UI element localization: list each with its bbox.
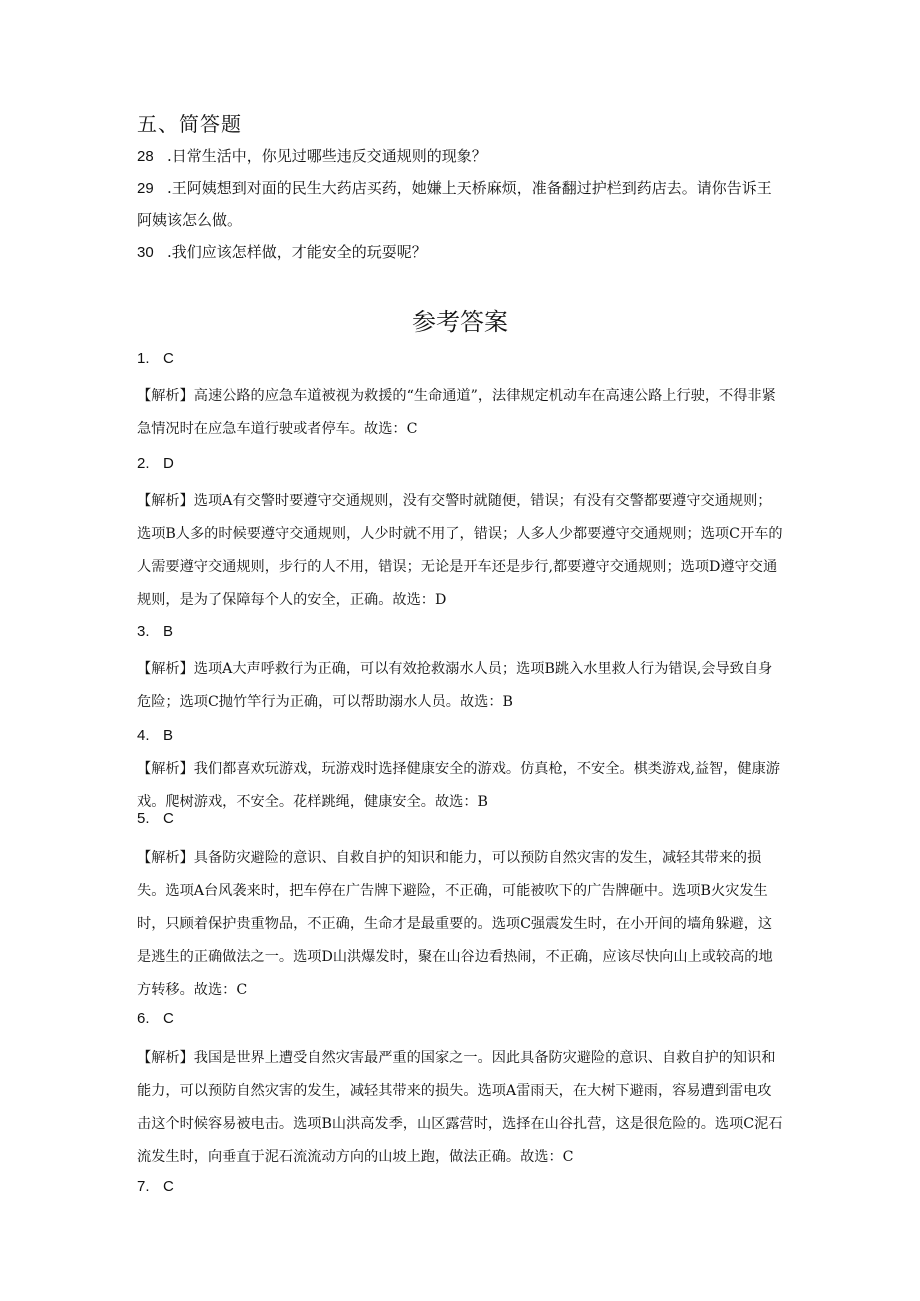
answer-5 (137, 810, 174, 827)
section-title: 五、简答题 (137, 112, 242, 136)
explanation-3: 【解析】选项A大声呼救行为正确，可以有效抢救溺水人员；选项B跳入水里救人行为错误,会导致自身危险；选项C抛竹竿行为正确，可以帮助溺水人员。故选：B (137, 661, 773, 710)
explanation-4: 【解析】我们都喜欢玩游戏，玩游戏时选择健康安全的游戏。仿真枪，不安全。棋类游戏,益智，健康游戏。爬树游戏，不安全。花样跳绳，健康安全。故选：B (137, 761, 780, 810)
answer-letter: C (163, 350, 174, 367)
answer-2 (137, 455, 174, 472)
question-text: .日常生活中，你见过哪些违反交通规则的现象？ (167, 147, 487, 165)
explanation-1: 【解析】高速公路的应急车道被视为救援的“生命通道”，法律规定机动车在高速公路上行驶，不得非紧急情况时在应急车道行驶或者停车。故选：C (137, 388, 776, 437)
answer-7 (137, 1178, 174, 1195)
answer-letter: B (163, 727, 174, 744)
answer-1 (137, 350, 174, 367)
answer-3 (137, 623, 173, 640)
answer-number: 3. (137, 623, 150, 640)
answer-number: 7. (137, 1178, 150, 1195)
answer-number: 2. (137, 455, 150, 472)
answer-letter: D (163, 455, 174, 472)
answer-number: 5. (137, 810, 150, 827)
answer-letter: B (163, 623, 174, 640)
answer-4 (137, 727, 173, 744)
answers-title: 参考答案 (412, 308, 508, 336)
question-text: .我们应该怎样做，才能安全的玩耍呢？ (167, 243, 427, 261)
question-30 (137, 236, 427, 269)
explanation-2: 【解析】选项A有交警时要遵守交通规则，没有交警时就随便，错误；有没有交警都要遵守交通规则；选项B人多的时候要遵守交通规则，人少时就不用了，错误；人多人少都要遵守交通规则；选项C开车的人需要遵守交通规则，步行的人不用，错误；无论是开车还是步行,都要遵守交通规则；选项D遵守交通规则，是为了保障每个人的安全，正确。故选：D (137, 493, 783, 608)
answer-number: 4. (137, 727, 150, 744)
answer-letter: C (163, 810, 174, 827)
question-29 (137, 172, 772, 205)
answer-letter: C (163, 1010, 174, 1027)
question-text: .王阿姨想到对面的民生大药店买药，她嫌上天桥麻烦，准备翻过护栏到药店去。请你告诉王 (167, 179, 772, 197)
question-number: 30 (137, 244, 154, 261)
answer-number: 1. (137, 350, 150, 367)
question-number: 28 (137, 148, 154, 165)
answer-number: 6. (137, 1010, 150, 1027)
answer-6 (137, 1010, 174, 1027)
question-29-continued: 阿姨该怎么做。 (137, 211, 243, 229)
explanation-6: 【解析】我国是世界上遭受自然灾害最严重的国家之一。因此具备防灾避险的意识、自救自护的知识和能力，可以预防自然灾害的发生，减轻其带来的损失。选项A雷雨天，在大树下避雨，容易遭到雷电攻击这个时候容易被电击。选项B山洪高发季，山区露营时，选择在山谷扎营，这是很危险的。选项C泥石流发生时，向垂直于泥石流流动方向的山坡上跑，做法正确。故选：C (137, 1050, 783, 1165)
answer-letter: C (163, 1178, 174, 1195)
explanation-5: 【解析】具备防灾避险的意识、自救自护的知识和能力，可以预防自然灾害的发生，减轻其带来的损失。选项A台风袭来时，把车停在广告牌下避险，不正确，可能被吹下的广告牌砸中。选项B火灾发生时，只顾着保护贵重物品，不正确，生命才是最重要的。选项C强震发生时，在小开间的墙角躲避，这是逃生的正确做法之一。选项D山洪爆发时，聚在山谷边看热闹，不正确，应该尽快向山上或较高的地方转移。故选：C (137, 850, 773, 998)
question-28 (137, 140, 487, 173)
question-number: 29 (137, 180, 154, 197)
